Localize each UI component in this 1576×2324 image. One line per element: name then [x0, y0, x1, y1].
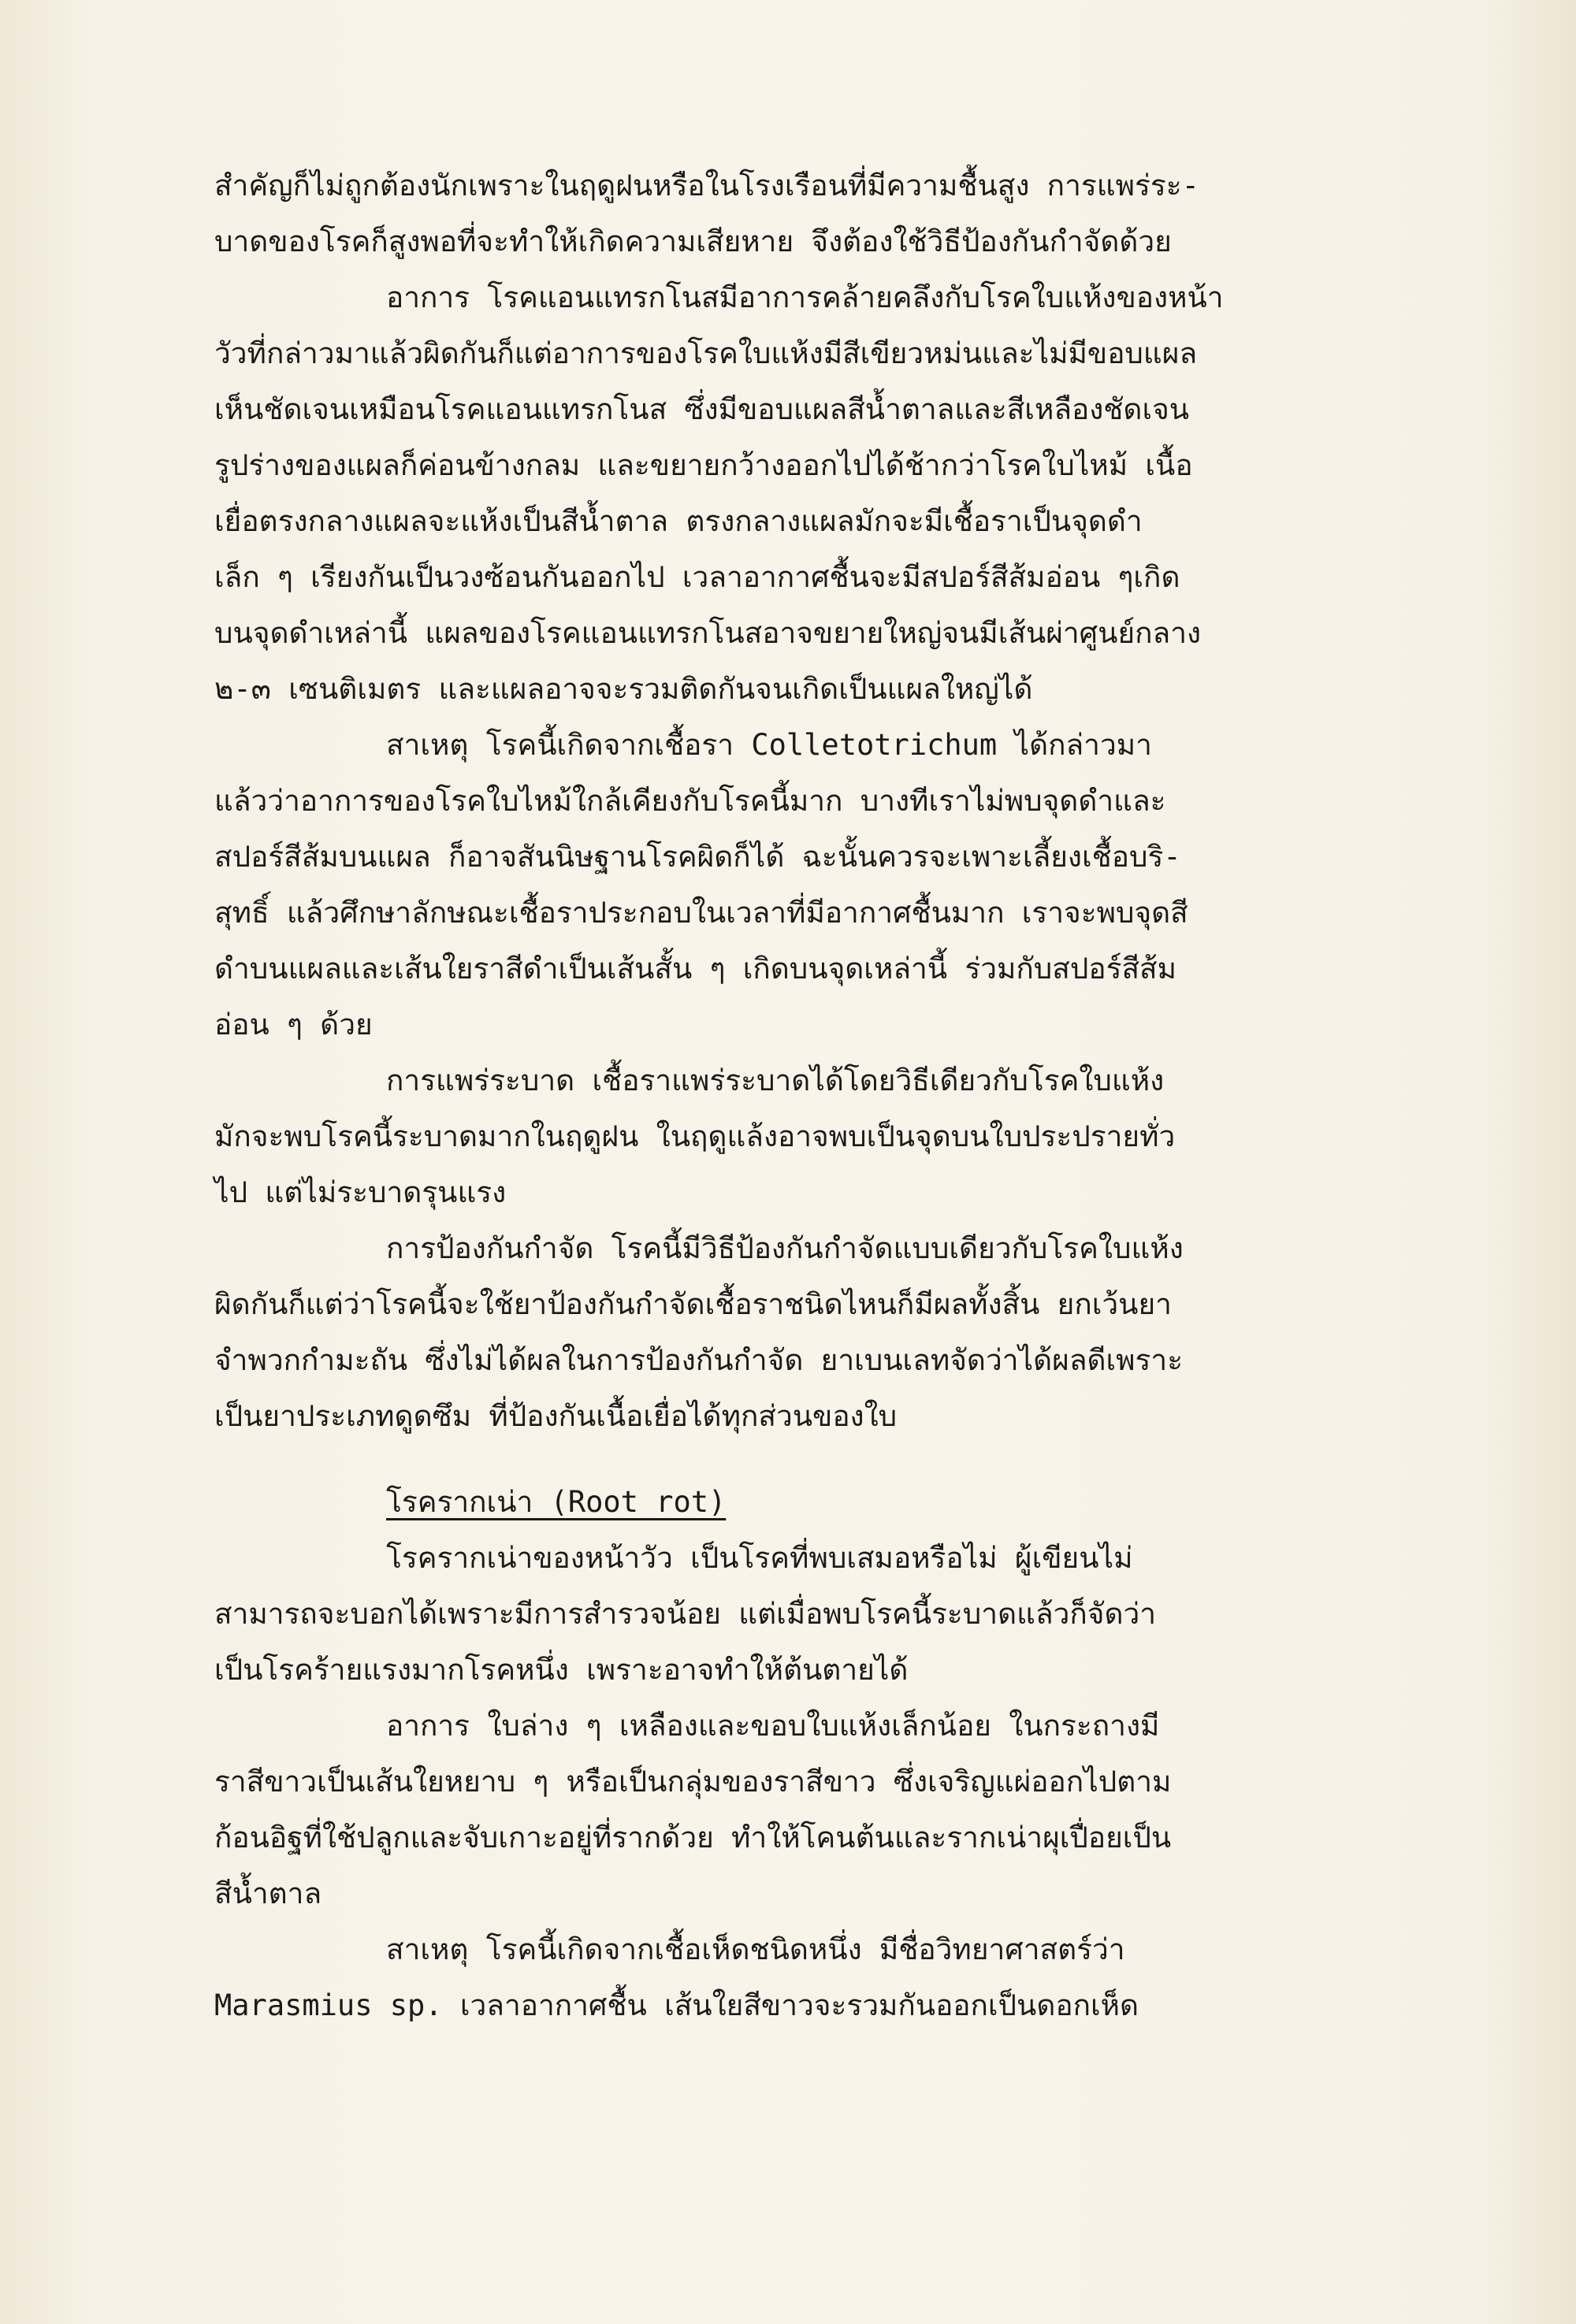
- paragraph-start: อาการ ใบล่าง ๆ เหลืองและขอบใบแห้งเล็กน้อย ในกระถางมี: [386, 1709, 1160, 1743]
- text-line: ไป แต่ไม่ระบาดรุนแรง: [214, 1175, 507, 1209]
- paragraph-start: อาการ โรคแอนแทรกโนสมีอาการคล้ายคลึงกับโรคใบแห้งของหน้า: [386, 280, 1224, 314]
- paragraph-start: สาเหตุ โรคนี้เกิดจากเชื้อรา Colletotrichum ได้กล่าวมา: [386, 728, 1152, 762]
- text-line: บาดของโรคก็สูงพอที่จะทำให้เกิดความเสียหาย จึงต้องใช้วิธีป้องกันกำจัดด้วย: [214, 225, 1172, 258]
- text-line: วัวที่กล่าวมาแล้วผิดกันก็แต่อาการของโรคใบแห้งมีสีเขียวหม่นและไม่มีขอบแผล: [214, 336, 1198, 370]
- text-line: เป็นยาประเภทดูดซึม ที่ป้องกันเนื้อเยื่อได้ทุกส่วนของใบ: [214, 1399, 898, 1433]
- body-text: [214, 158, 1365, 2033]
- text-line: เล็ก ๆ เรียงกันเป็นวงซ้อนกันออกไป เวลาอากาศชื้นจะมีสปอร์สีส้มอ่อน ๆเกิด: [214, 560, 1180, 594]
- text-line: สีน้ำตาล: [214, 1877, 322, 1910]
- text-line: เป็นโรคร้ายแรงมากโรคหนึ่ง เพราะอาจทำให้ต้นตายได้: [214, 1653, 909, 1687]
- text-line: ก้อนอิฐที่ใช้ปลูกและจับเกาะอยู่ที่รากด้วย ทำให้โคนต้นและรากเน่าผุเปื่อยเป็น: [214, 1821, 1172, 1854]
- text-line: รูปร่างของแผลก็ค่อนข้างกลม และขยายกว้างออกไปได้ช้ากว่าโรคใบไหม้ เนื้อ: [214, 448, 1193, 482]
- section-gap: [214, 1444, 1365, 1474]
- text-line: อ่อน ๆ ด้วย: [214, 1008, 373, 1041]
- text-line: สุทธิ์ แล้วศึกษาลักษณะเชื้อราประกอบในเวลาที่มีอากาศชื้นมาก เราจะพบจุดสี: [214, 896, 1188, 930]
- text-line: สามารถจะบอกได้เพราะมีการสำรวจน้อย แต่เมื่อพบโรคนี้ระบาดแล้วก็จัดว่า: [214, 1597, 1157, 1631]
- text-line: จำพวกกำมะถัน ซึ่งไม่ได้ผลในการป้องกันกำจัด ยาเบนเลทจัดว่าได้ผลดีเพราะ: [214, 1343, 1184, 1377]
- text-line: ราสีขาวเป็นเส้นใยหยาบ ๆ หรือเป็นกลุ่มของราสีขาว ซึ่งเจริญแผ่ออกไปตาม: [214, 1765, 1172, 1799]
- text-line: มักจะพบโรคนี้ระบาดมากในฤดูฝน ในฤดูแล้งอาจพบเป็นจุดบนใบประปรายทั่ว: [214, 1119, 1176, 1153]
- paragraph-start: โรครากเน่าของหน้าวัว เป็นโรคที่พบเสมอหรือไม่ ผู้เขียนไม่: [386, 1541, 1133, 1575]
- text-line: บนจุดดำเหล่านี้ แผลของโรคแอนแทรกโนสอาจขยายใหญ่จนมีเส้นผ่าศูนย์กลาง: [214, 616, 1202, 650]
- text-line: สำคัญก็ไม่ถูกต้องนักเพราะในฤดูฝนหรือในโรงเรือนที่มีความชื้นสูง การแพร่ระ-: [214, 169, 1199, 202]
- section-heading: [214, 1474, 1365, 1530]
- text-line: ๒-๓ เซนติเมตร และแผลอาจจะรวมติดกันจนเกิดเป็นแผลใหญ่ได้: [214, 672, 1033, 706]
- text-line: Marasmius sp. เวลาอากาศชื้น เส้นใยสีขาวจะรวมกันออกเป็นดอกเห็ด: [214, 1988, 1139, 2022]
- text-line: แล้วว่าอาการของโรคใบไหม้ใกล้เคียงกับโรคนี้มาก บางทีเราไม่พบจุดดำและ: [214, 784, 1166, 818]
- text-line: เห็นชัดเจนเหมือนโรคแอนแทรกโนส ซึ่งมีขอบแผลสีน้ำตาลและสีเหลืองชัดเจน: [214, 392, 1190, 426]
- paragraph-start: สาเหตุ โรคนี้เกิดจากเชื้อเห็ดชนิดหนึ่ง มีชื่อวิทยาศาสตร์ว่า: [386, 1932, 1125, 1966]
- paragraph-start: การแพร่ระบาด เชื้อราแพร่ระบาดได้โดยวิธีเดียวกับโรคใบแห้ง: [386, 1064, 1165, 1097]
- text-line: สปอร์สีส้มบนแผล ก็อาจสันนิษฐานโรคผิดก็ได้ ฉะนั้นควรจะเพาะเลี้ยงเชื้อบริ-: [214, 840, 1181, 874]
- section-heading-text: โรครากเน่า (Root rot): [386, 1485, 727, 1519]
- paragraph-start: การป้องกันกำจัด โรคนี้มีวิธีป้องกันกำจัดแบบเดียวกับโรคใบแห้ง: [386, 1231, 1184, 1265]
- text-line: ผิดกันก็แต่ว่าโรคนี้จะใช้ยาป้องกันกำจัดเชื้อราชนิดไหนก็มีผลทั้งสิ้น ยกเว้นยา: [214, 1287, 1172, 1321]
- text-line: เยื่อตรงกลางแผลจะแห้งเป็นสีน้ำตาล ตรงกลางแผลมักจะมีเชื้อราเป็นจุดดำ: [214, 504, 1143, 538]
- text-line: ดำบนแผลและเส้นใยราสีดำเป็นเส้นสั้น ๆ เกิดบนจุดเหล่านี้ ร่วมกับสปอร์สีส้ม: [214, 952, 1176, 986]
